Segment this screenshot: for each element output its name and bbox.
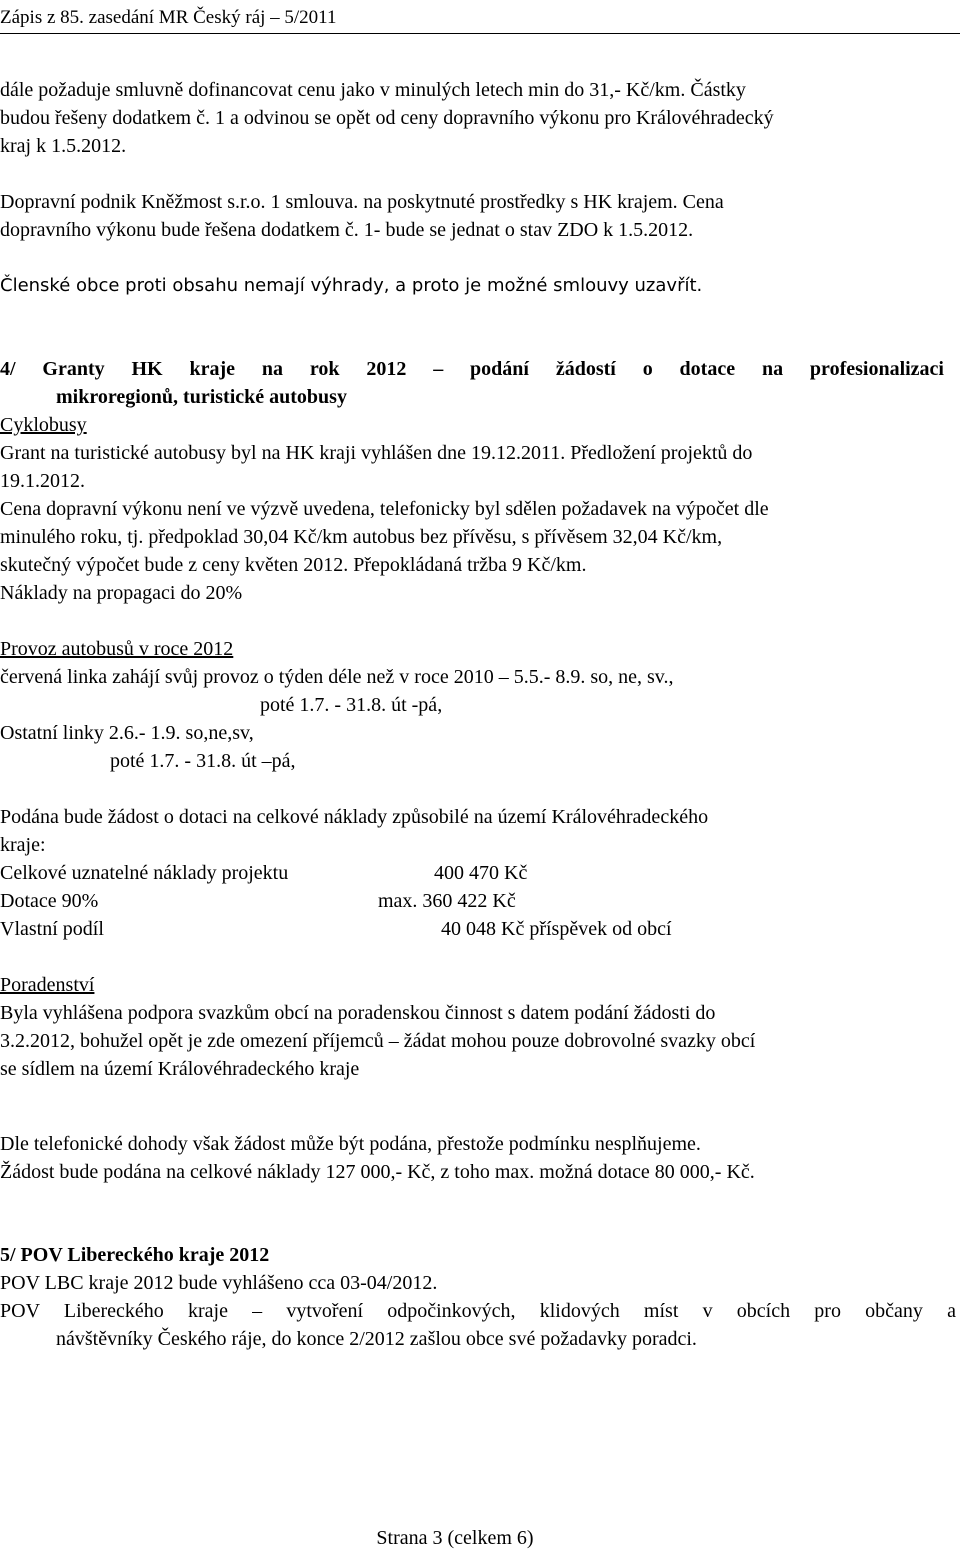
text-line: červená linka zahájí svůj provoz o týden déle než v roce 2010 – 5.5.- 8.9. so, ne, sv., bbox=[0, 666, 674, 688]
header-rule bbox=[0, 33, 960, 34]
cost-value: max. 360 422 Kč bbox=[378, 890, 516, 912]
text-line: Grant na turistické autobusy byl na HK kraji vyhlášen dne 19.12.2011. Předložení projektů do bbox=[0, 442, 753, 464]
text-line: Podána bude žádost o dotaci na celkové náklady způsobilé na území Královéhradeckého bbox=[0, 806, 709, 828]
text-line: Členské obce proti obsahu nemají výhrady, a proto je možné smlouvy uzavřít. bbox=[0, 275, 703, 296]
page-footer: Strana 3 (celkem 6) bbox=[376, 1527, 534, 1549]
text-line: dopravního výkonu bude řešena dodatkem č. 1- bude se jednat o stav ZDO k 1.5.2012. bbox=[0, 219, 694, 241]
page-header: Zápis z 85. zasedání MR Český ráj – 5/2011 bbox=[0, 7, 337, 28]
text-line: Žádost bude podána na celkové náklady 127 000,- Kč, z toho max. možná dotace 80 000,- Kč. bbox=[0, 1161, 755, 1183]
text-line: budou řešeny dodatkem č. 1 a odvinou se opět od ceny dopravního výkonu pro Královéhradecký bbox=[0, 107, 774, 129]
text-line: minulého roku, tj. předpoklad 30,04 Kč/km autobus bez přívěsu, s přívěsem 32,04 Kč/km, bbox=[0, 526, 723, 548]
text-line: Náklady na propagaci do 20% bbox=[0, 582, 243, 604]
subheading-cyklobusy: Cyklobusy bbox=[0, 414, 87, 436]
text-line: POV LBC kraje 2012 bude vyhlášeno cca 03-04/2012. bbox=[0, 1272, 438, 1294]
text-line: kraj k 1.5.2012. bbox=[0, 135, 127, 157]
subheading-poradenstvi: Poradenství bbox=[0, 974, 95, 996]
cost-label: Dotace 90% bbox=[0, 890, 99, 912]
text-line: dále požaduje smluvně dofinancovat cenu jako v minulých letech min do 31,- Kč/km. Částky bbox=[0, 79, 746, 101]
text-line: Dopravní podnik Kněžmost s.r.o. 1 smlouva. na poskytnuté prostředky s HK krajem. Cena bbox=[0, 191, 724, 213]
section-heading-5: 5/ POV Libereckého kraje 2012 bbox=[0, 1244, 270, 1266]
text-line: Cena dopravní výkonu není ve výzvě uvedena, telefonicky byl sdělen požadavek na výpočet dle bbox=[0, 498, 769, 520]
cost-label: Vlastní podíl bbox=[0, 918, 104, 940]
text-line: 3.2.2012, bohužel opět je zde omezení příjemců – žádat mohou pouze dobrovolné svazky obcí bbox=[0, 1030, 756, 1052]
subheading-provoz: Provoz autobusů v roce 2012 bbox=[0, 638, 234, 660]
text-line: POV Libereckého kraje – vytvoření odpočinkových, klidových míst v obcích pro občany a bbox=[0, 1300, 956, 1322]
section-heading-4-cont: mikroregionů, turistické autobusy bbox=[56, 386, 347, 408]
cost-value: 400 470 Kč bbox=[434, 862, 528, 884]
text-line: 19.1.2012. bbox=[0, 470, 85, 492]
text-line: návštěvníky Českého ráje, do konce 2/2012 zašlou obce své požadavky poradci. bbox=[56, 1328, 697, 1350]
section-heading-4: 4/ Granty HK kraje na rok 2012 – podání žádostí o dotace na profesionalizaci bbox=[0, 358, 944, 380]
text-line: poté 1.7. - 31.8. út -pá, bbox=[260, 694, 443, 716]
text-line: Byla vyhlášena podpora svazkům obcí na poradenskou činnost s datem podání žádosti do bbox=[0, 1002, 716, 1024]
text-line: skutečný výpočet bude z ceny květen 2012. Přepokládaná tržba 9 Kč/km. bbox=[0, 554, 587, 576]
text-line: se sídlem na území Královéhradeckého kraje bbox=[0, 1058, 360, 1080]
text-line: Dle telefonické dohody však žádost může být podána, přestože podmínku nesplňujeme. bbox=[0, 1133, 701, 1155]
cost-label: Celkové uznatelné náklady projektu bbox=[0, 862, 289, 884]
cost-value: 40 048 Kč příspěvek od obcí bbox=[441, 918, 672, 940]
text-line: Ostatní linky 2.6.- 1.9. so,ne,sv, bbox=[0, 722, 254, 744]
text-line: poté 1.7. - 31.8. út –pá, bbox=[110, 750, 296, 772]
text-line: kraje: bbox=[0, 834, 46, 856]
